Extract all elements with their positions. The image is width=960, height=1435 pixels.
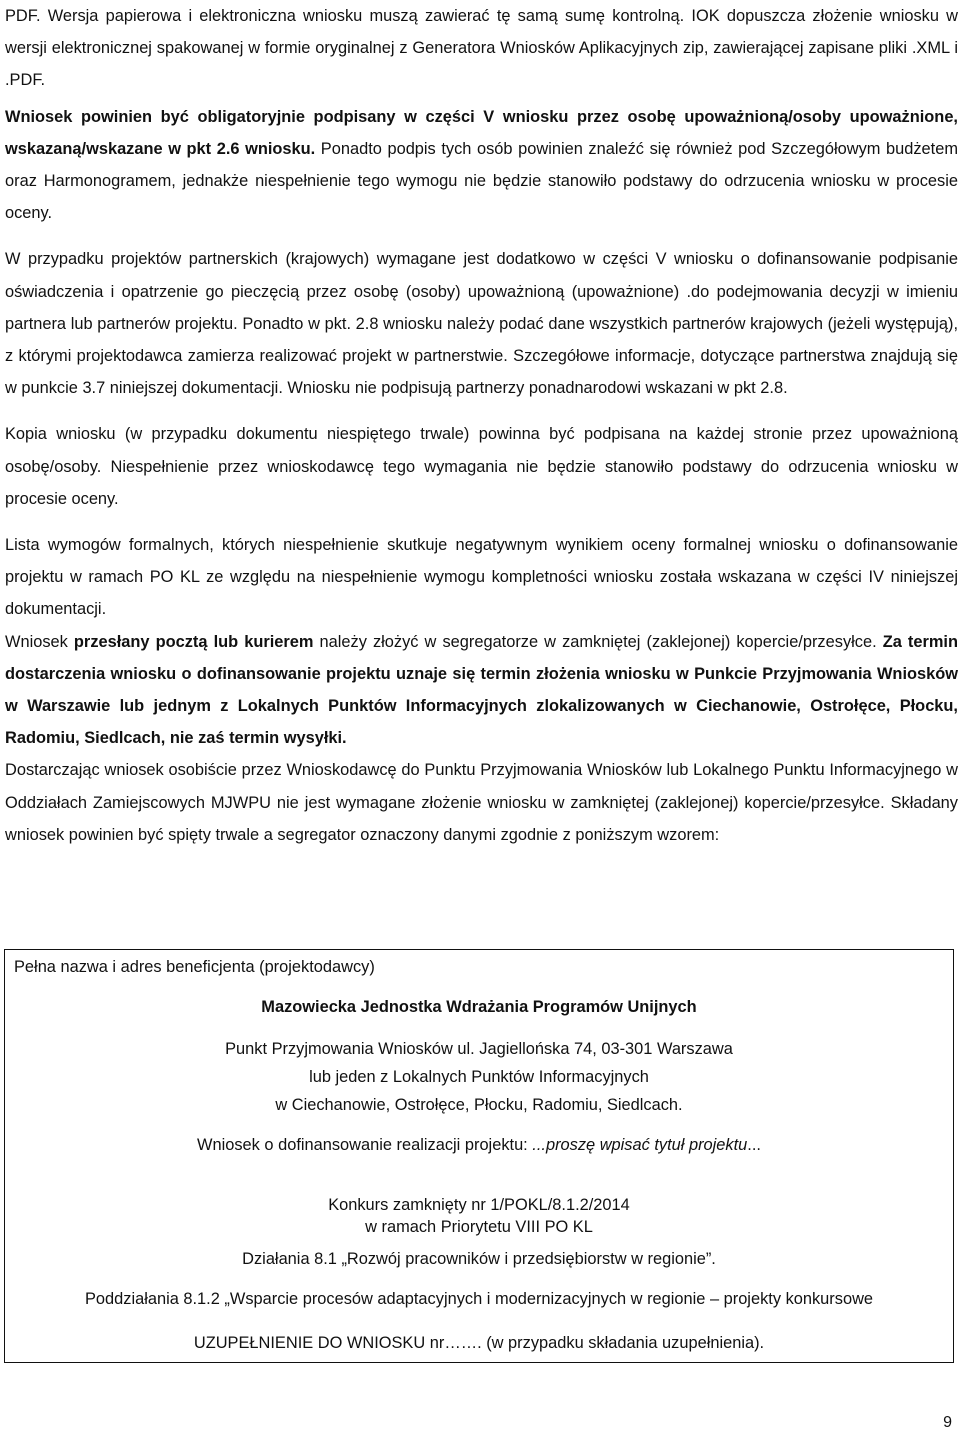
page-number: 9 bbox=[943, 1414, 952, 1431]
delivery-text-a: Wniosek bbox=[5, 632, 74, 651]
paragraph-copy-signature: Kopia wniosku (w przypadku dokumentu niespiętego trwale) powinna być podpisana na każdej stronie przez upoważnioną osobę/osoby. Niespełnienie przez wnioskodawcę tego wymagania nie będzie stanowiło podstawy do odrzucenia wniosku w procesie oceny. bbox=[5, 425, 958, 508]
action-line: Działania 8.1 „Rozwój pracowników i przedsiębiorstw w regionie”. bbox=[242, 1250, 716, 1268]
binder-label-template bbox=[4, 949, 954, 1363]
paragraph-delivery-personal: Dostarczając wniosek osobiście przez Wnioskodawcę do Punktu Przyjmowania Wniosków lub Lokalnego Punktu Informacyjnego w Oddziałach Zamiejscowych MJWPU nie jest wymagane złożenie wniosku w zamkniętej (zaklejonej) kopercie/przesyłce. Składany wniosek powinien być spięty trwale a segregator oznaczony danymi zgodnie z poniższym wzorem: bbox=[5, 761, 958, 844]
paragraph-pdf-checksum: PDF. Wersja papierowa i elektroniczna wniosku muszą zawierać tę samą sumę kontrolną. IOK dopuszcza złożenie wniosku w wersji elektronicznej spakowanej w formie oryginalnej z Generatora Wniosków Aplikacyjnych zip, zawierającej zapisane pliki .XML i .PDF. bbox=[5, 7, 958, 90]
subaction-line: Poddziałania 8.1.2 „Wsparcie procesów adaptacyjnych i modernizacyjnych w regionie – projekty konkursowe bbox=[84, 1290, 874, 1308]
contest-number: Konkurs zamknięty nr 1/POKL/8.1.2/2014 bbox=[328, 1196, 630, 1214]
paragraph-delivery-post bbox=[5, 626, 958, 755]
delivery-method-bold: przesłany pocztą lub kurierem bbox=[73, 632, 314, 651]
address-line-3: w Ciechanowie, Ostrołęce, Płocku, Radomiu, Siedlcach. bbox=[275, 1096, 683, 1114]
paragraph-partnership: W przypadku projektów partnerskich (krajowych) wymagane jest dodatkowo w części V wniosku o dofinansowanie podpisanie oświadczenia i opatrzenie go pieczęcią przez osobę (osoby) upoważnioną (upoważnione) .do podejmowania decyzji w imieniu partnera lub partnerów projektu. Ponadto w pkt. 2.8 wniosku należy podać dane wszystkich partnerów krajowych (jeżeli występują), z którymi projektodawca zamierza realizować projekt w partnerstwie. Szczegółowe informacje, dotyczące partnerstwa znajdują się w punkcie 3.7 niniejszej dokumentacji. Wniosku nie podpisują partnerzy ponadnarodowi wskazani w pkt 2.8. bbox=[5, 250, 958, 398]
supplement-line: UZUPEŁNIENIE DO WNIOSKU nr……. (w przypadku składania uzupełnienia). bbox=[193, 1334, 765, 1352]
address-line-2: lub jeden z Lokalnych Punktów Informacyjnych bbox=[309, 1068, 649, 1086]
signature-requirement-bold: Wniosek powinien być obligatoryjnie podpisany w części V wniosku przez osobę upoważnioną/osoby upoważnione, wskazaną/wskazane w pkt 2.6 wniosku. bbox=[5, 107, 958, 158]
address-line-1: Punkt Przyjmowania Wniosków ul. Jagiellońska 74, 03-301 Warszawa bbox=[225, 1040, 733, 1058]
institution-name: Mazowiecka Jednostka Wdrażania Programów Unijnych bbox=[261, 998, 697, 1016]
delivery-text-b: należy złożyć w segregatorze w zamkniętej (zaklejonej) kopercie/przesyłce. bbox=[313, 632, 883, 651]
paragraph-signature bbox=[5, 101, 958, 230]
delivery-deadline-bold: Za termin dostarczenia wniosku o dofinansowanie projektu uznaje się termin złożenia wniosku w Punkcie Przyjmowania Wniosków w Warszawie lub jednym z Lokalnych Punktów Informacyjnych zlokalizowanych w Ciechanowie, Ostrołęce, Płocku, Radomiu, Siedlcach, nie zaś termin wysyłki. bbox=[5, 632, 958, 748]
project-title-line bbox=[5, 1134, 953, 1156]
project-title-label: Wniosek o dofinansowanie realizacji projektu: bbox=[197, 1136, 533, 1154]
project-title-placeholder: ...proszę wpisać tytuł projektu bbox=[532, 1136, 748, 1154]
project-title-tail: ... bbox=[747, 1136, 761, 1154]
beneficiary-heading: Pełna nazwa i adres beneficjenta (projektodawcy) bbox=[14, 958, 375, 976]
priority-line: w ramach Priorytetu VIII PO KL bbox=[365, 1218, 593, 1236]
document-body bbox=[5, 0, 958, 851]
signature-requirement-rest: Ponadto podpis tych osób powinien znaleźć się również pod Szczegółowym budżetem oraz Harmonogramem, jednakże niespełnienie tego wymogu nie będzie stanowiło podstawy do odrzucenia wniosku w procesie oceny. bbox=[5, 139, 958, 223]
paragraph-formal-requirements: Lista wymogów formalnych, których niespełnienie skutkuje negatywnym wynikiem oceny formalnej wniosku o dofinansowanie projektu w ramach PO KL ze względu na niespełnienie wymogu kompletności wniosku została wskazana w części IV niniejszej dokumentacji. bbox=[5, 536, 958, 619]
